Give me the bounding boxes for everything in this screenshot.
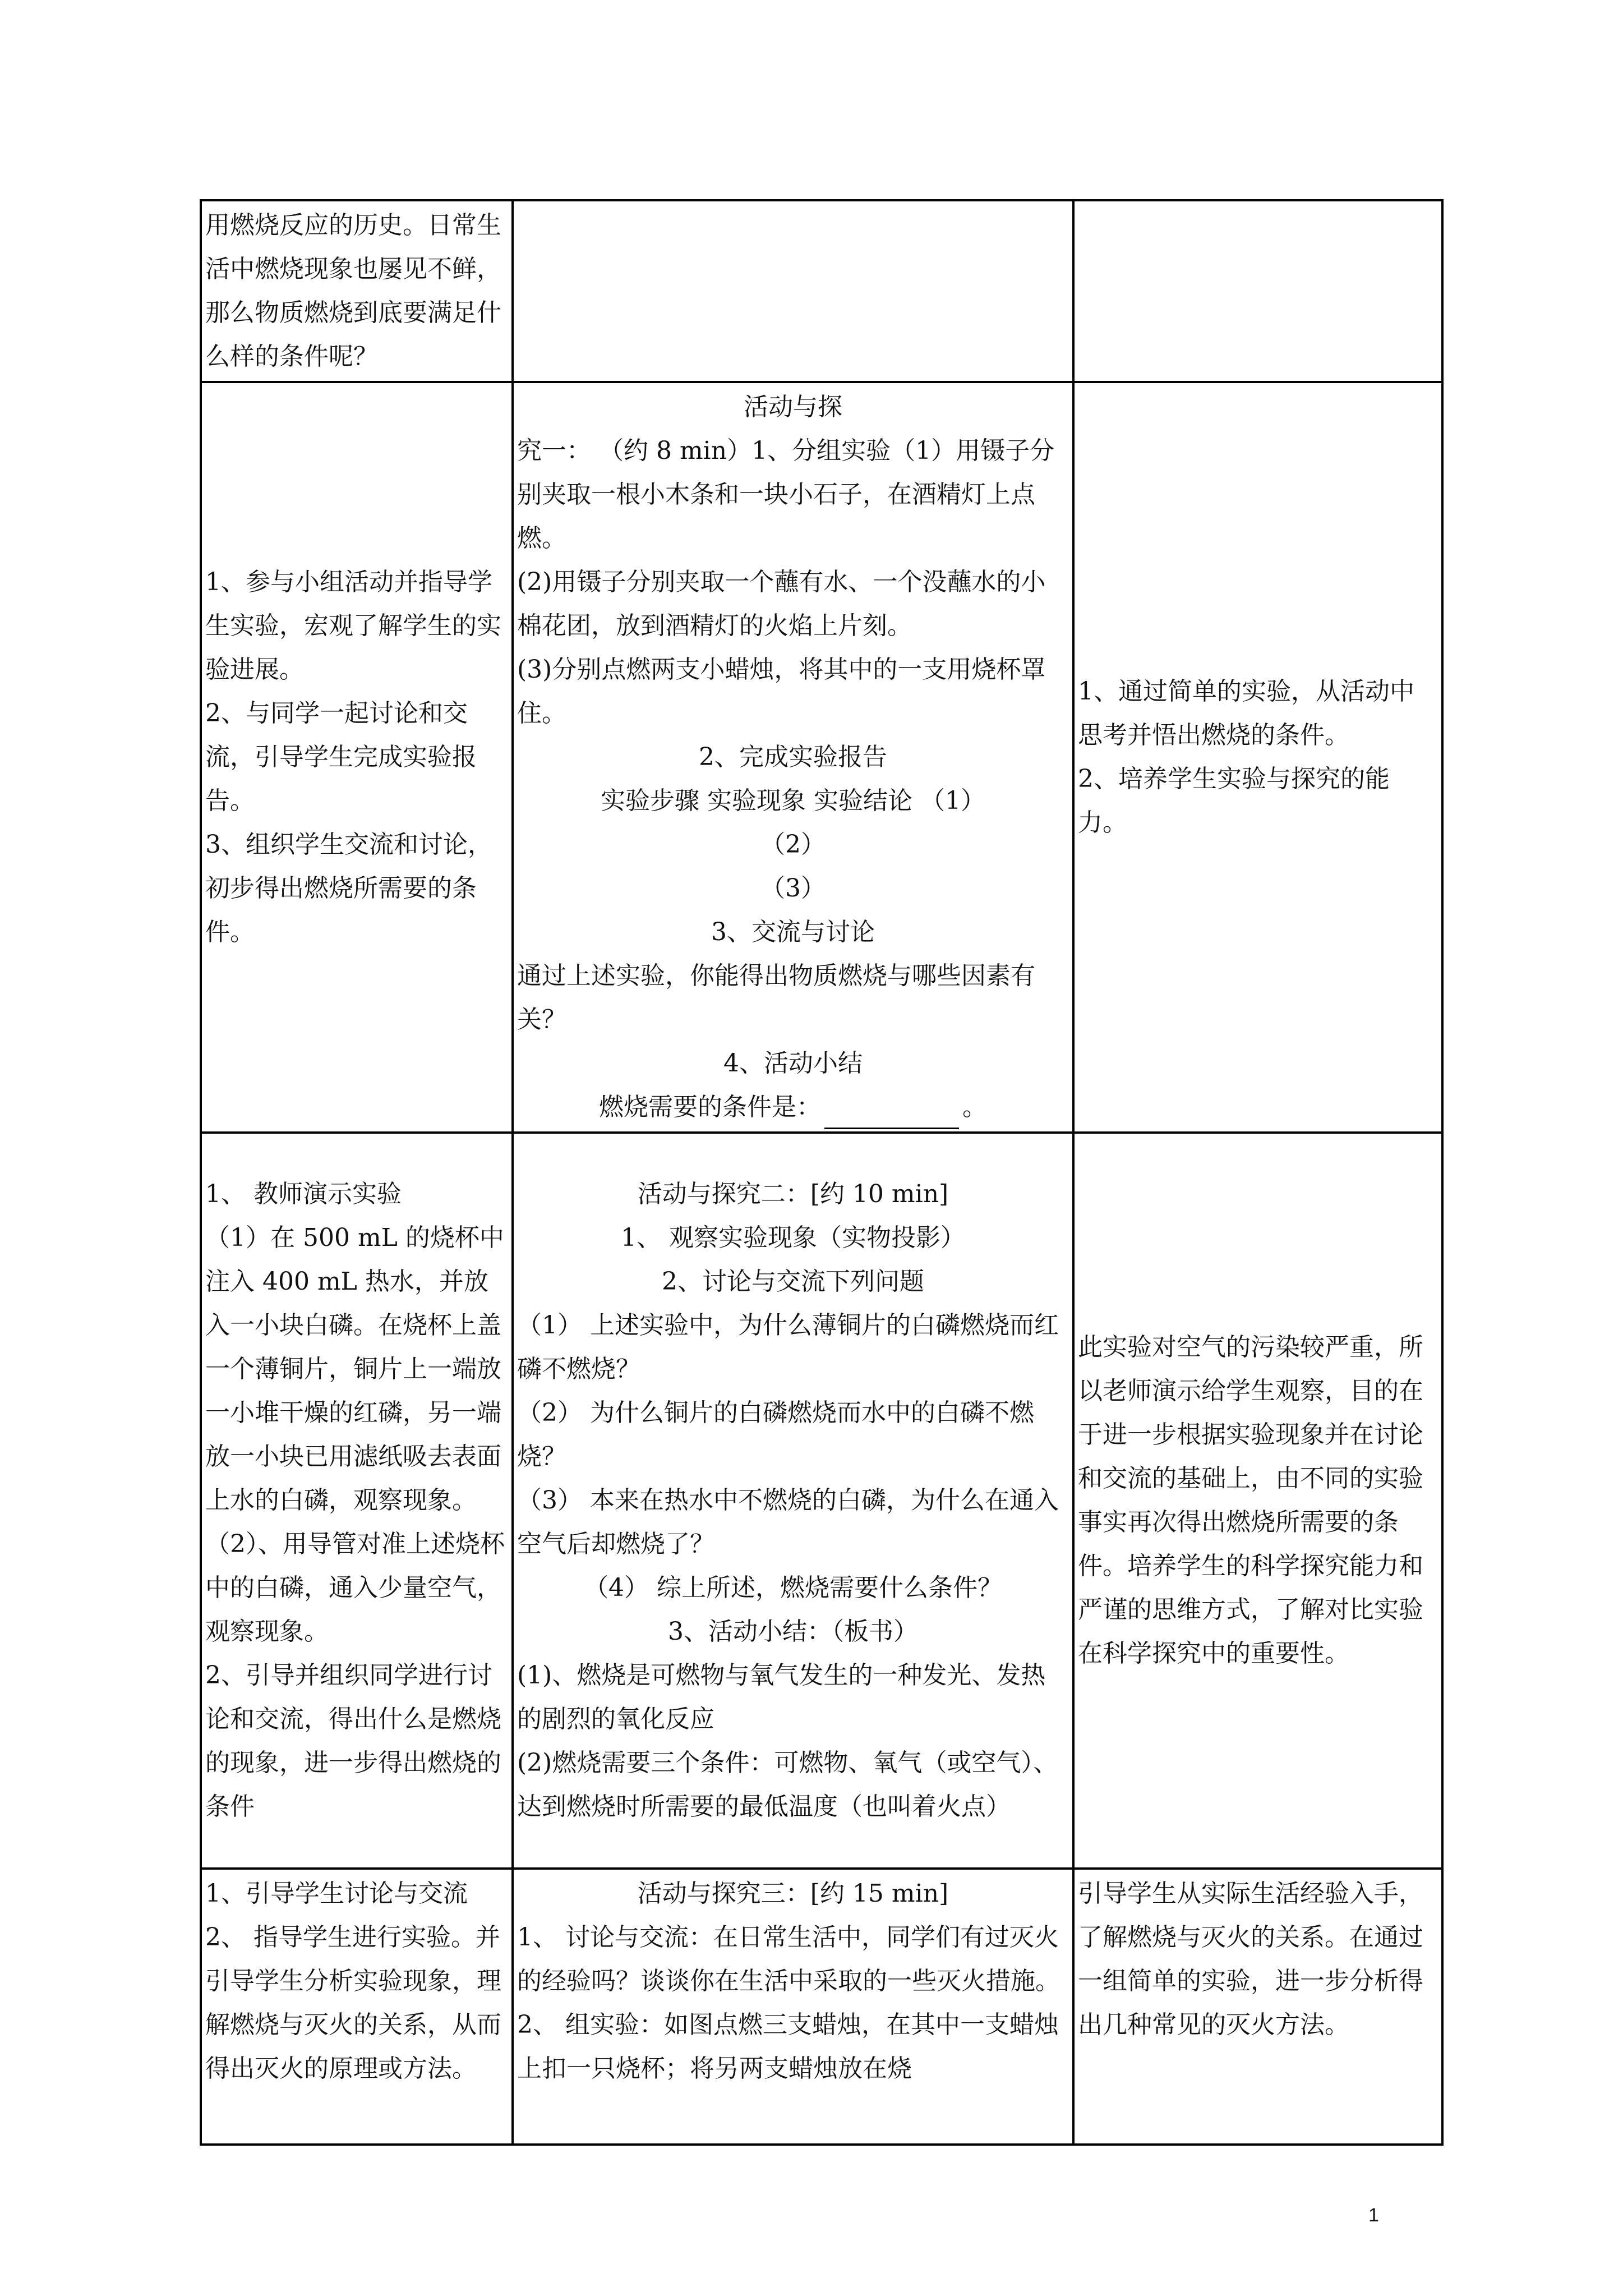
- student-activity-cell: [513, 1133, 1073, 1869]
- cell-text: (3)分别点燃两支小蜡烛，将其中的一支用烧杯罩住。: [517, 655, 1046, 728]
- cell-text: 2、完成实验报告: [699, 743, 887, 771]
- design-intent-cell: [1073, 200, 1442, 382]
- cell-text: 1、 观察实验现象（实物投影）: [621, 1223, 965, 1252]
- cell-text: 2、 指导学生进行实验。并引导学生分析实验现象，理解燃烧与灭火的关系，从而得出灭火的原理或方法。: [205, 1923, 501, 2083]
- cell-text: （1） 上述实验中，为什么薄铜片的白磷燃烧而红磷不燃烧？: [517, 1311, 1059, 1383]
- cell-text: 引导学生从实际生活经验入手，了解燃烧与灭火的关系。在通过一组简单的实验，进一步分析得出几种常见的灭火方法。: [1078, 1879, 1423, 2039]
- cell-text: (1)、燃烧是可燃物与氧气发生的一种发光、发热的剧烈的氧化反应: [517, 1661, 1046, 1733]
- table-row: [201, 200, 1442, 382]
- cell-text: 通过上述实验，你能得出物质燃烧与哪些因素有关？: [517, 961, 1035, 1034]
- cell-text: 用燃烧反应的历史。日常生活中燃烧现象也屡见不鲜，那么物质燃烧到底要满足什么样的条件呢？: [205, 211, 501, 371]
- cell-text: （3）: [760, 874, 826, 903]
- cell-text: 1、 教师演示实验: [205, 1180, 402, 1208]
- design-intent-cell: [1073, 1869, 1442, 2145]
- cell-text: (2)用镊子分别夹取一个蘸有水、一个没蘸水的小棉花团，放到酒精灯的火焰上片刻。: [517, 568, 1046, 640]
- teacher-activity-cell: [201, 1133, 513, 1869]
- cell-text: （2）: [760, 830, 826, 859]
- student-activity-cell: [513, 382, 1073, 1133]
- cell-text: （2） 为什么铜片的白磷燃烧而水中的白磷不燃烧？: [517, 1398, 1034, 1471]
- cell-text: （3） 本来在热水中不燃烧的白磷，为什么在通入空气后却燃烧了？: [517, 1486, 1059, 1558]
- cell-text: （1）在 500 mL 的烧杯中注入 400 mL 热水，并放入一小块白磷。在烧杯上盖一个薄铜片，铜片上一端放一小堆干燥的红磷，另一端放一小块已用滤纸吸去表面上水的白磷，观察现象。: [205, 1223, 504, 1515]
- cell-text: 2、引导并组织同学进行讨论和交流，得出什么是燃烧的现象，进一步得出燃烧的条件: [205, 1661, 501, 1821]
- fill-blank-line: [517, 1085, 1069, 1129]
- cell-text: 2、讨论与交流下列问题: [662, 1267, 924, 1296]
- cell-text: 4、活动小结: [723, 1049, 863, 1078]
- answer-blank: [824, 1101, 959, 1129]
- cell-heading: 活动与探究三：[约 15 min]: [637, 1879, 949, 1908]
- teacher-activity-cell: [201, 200, 513, 382]
- cell-text: 究一： （约 8 min）1、分组实验（1）用镊子分别夹取一根小木条和一块小石子，在酒精灯上点燃。: [517, 436, 1055, 553]
- cell-text: 1、参与小组活动并指导学生实验，宏观了解学生的实验进展。: [205, 568, 501, 684]
- cell-text: 实验步骤 实验现象 实验结论 （1）: [601, 786, 985, 815]
- cell-text: (2)燃烧需要三个条件：可燃物、氧气（或空气）、达到燃烧时所需要的最低温度（也叫着火点）: [517, 1749, 1058, 1821]
- teacher-activity-cell: [201, 382, 513, 1133]
- design-intent-cell: [1073, 382, 1442, 1133]
- student-activity-cell: [513, 200, 1073, 382]
- cell-text: （4） 综上所述，燃烧需要什么条件？: [584, 1573, 1002, 1602]
- lesson-plan-table: [200, 199, 1444, 2146]
- design-intent-cell: [1073, 1133, 1442, 1869]
- cell-text: 此实验对空气的污染较严重，所以老师演示给学生观察，目的在于进一步根据实验现象并在讨论和交流的基础上，由不同的实验事实再次得出燃烧所需要的条件。培养学生的科学探究能力和严谨的思维方式，了解对比实验在科学探究中的重要性。: [1078, 1333, 1423, 1668]
- cell-text: 3、组织学生交流和讨论，初步得出燃烧所需要的条件。: [205, 830, 492, 946]
- cell-heading: 活动与探究二：[约 10 min]: [637, 1180, 949, 1208]
- teacher-activity-cell: [201, 1869, 513, 2145]
- cell-text: （2）、用导管对准上述烧杯中的白磷，通入少量空气，观察现象。: [205, 1530, 505, 1646]
- table-row: [201, 1133, 1442, 1869]
- student-activity-cell: [513, 1869, 1073, 2145]
- cell-text: 2、 组实验：如图点燃三支蜡烛，在其中一支蜡烛上扣一只烧杯；将另两支蜡烛放在烧: [517, 2010, 1059, 2083]
- cell-text: 燃烧需要的条件是：: [599, 1093, 821, 1121]
- page-number: 1: [1368, 2205, 1379, 2226]
- cell-text: 2、培养学生实验与探究的能力。: [1078, 765, 1390, 837]
- cell-text: 1、通过简单的实验，从活动中思考并悟出燃烧的条件。: [1078, 677, 1414, 749]
- cell-text: 1、引导学生讨论与交流: [205, 1879, 468, 1908]
- cell-text: 3、活动小结：（板书）: [668, 1617, 918, 1646]
- cell-text: 1、 讨论与交流：在日常生活中，同学们有过灭火的经验吗？谈谈你在生活中采取的一些灭火措施。: [517, 1923, 1060, 1995]
- table-row: [201, 382, 1442, 1133]
- cell-heading: 活动与探: [744, 393, 842, 421]
- table-row: [201, 1869, 1442, 2145]
- cell-text: 。: [962, 1093, 987, 1121]
- cell-text: 3、交流与讨论: [711, 918, 875, 946]
- cell-text: 2、与同学一起讨论和交流，引导学生完成实验报告。: [205, 699, 477, 815]
